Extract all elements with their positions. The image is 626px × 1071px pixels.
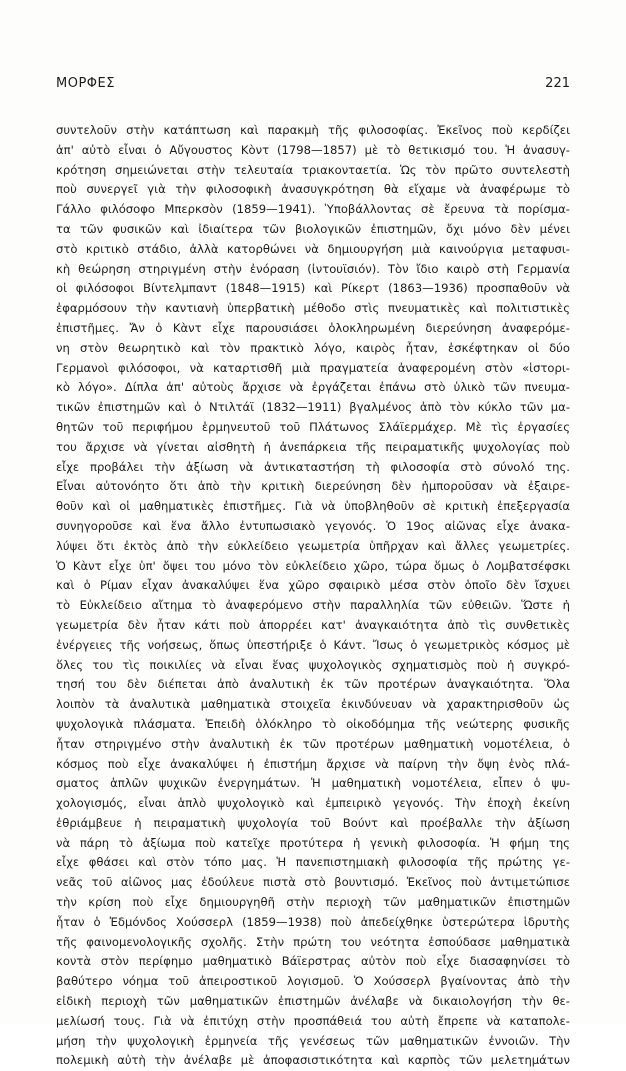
text-line: τικῶν ἐπιστημῶν καὶ ὁ Ντιλτάϊ (1832—1911) βγαλμένος ἀπὸ τὸν κύκλο τῶν μα-	[56, 400, 570, 415]
text-line: ἐθριάμβευε ἡ πειραματικὴ ψυχολογία τοῦ Βούντ καὶ προέβαλλε τὴν ἀξίωση	[56, 815, 570, 830]
text-line: γεωμετρία δὲν ἦταν κάτι ποὺ ἀπορρέει κατ' ἀναγκαιότητα ἀπὸ τὶς συνθετικὲς	[56, 617, 570, 632]
text-line: κρότηση σημειώνεται στὴν τελευταία τριακονταετία. Ὡς τὸν πρῶτο συντελεστὴ	[56, 162, 570, 177]
text-line: τὴν κρίση ποὺ εἶχε δημιουργηθῆ στὴν περιοχὴ τῶν μαθηματικῶν ἐπιστημῶν	[56, 895, 570, 910]
text-line: Γάλλο φιλόσοφο Μπερκσὸν (1859—1941). Ὑποβάλλοντας σὲ ἔρευνα τὰ πορίσμα-	[56, 202, 570, 217]
text-line: μήση τὴν ψυχολογικὴ ἑρμηνεία τῆς γενέσεως τῶν μαθηματικῶν ἐννοιῶν. Τὴν	[56, 1033, 570, 1048]
text-line: τα τῶν φυσικῶν καὶ ἰδιαίτερα τῶν βιολογικῶν ἐπιστημῶν, ὄχι μόνο δὲν μένει	[56, 221, 570, 236]
text-line: ψυχολογικὰ πλάσματα. Ἐπειδὴ ὁλόκληρο τὸ οἰκοδόμημα τῆς νεώτερης φυσικῆς	[56, 716, 570, 731]
text-line: τησή του δὲν διέπεται ἀπὸ ἀναλυτικὴ ἐκ τῶν προτέρων ἀναγκαιότητα. Ὅλα	[56, 677, 570, 692]
text-line: συνηγοροῦσε καὶ ἕνα ἄλλο ἐντυπωσιακὸ γεγονός. Ὁ 19ος αἰῶνας εἶχε ἀνακα-	[56, 518, 570, 533]
text-line: εἰδικὴ περιοχὴ τῶν μαθηματικῶν ἐπιστημῶν ἀνέλαβε νὰ δικαιολογήση τὴν θε-	[56, 994, 570, 1009]
text-line: θητῶν τοῦ περιφήμου ἑρμηνευτοῦ τοῦ Πλάτωνος Σλάϊερμάχερ. Μὲ τὶς ἐργασίες	[56, 419, 570, 434]
text-line: νη στὸν θεωρητικὸ καὶ τὸν πρακτικὸ λόγο, καιρὸς ἦταν, ἐσκέφτηκαν οἱ δύο	[56, 340, 570, 355]
text-line: συντελοῦν στὴν κατάπτωση καὶ παρακμὴ τῆς φιλοσοφίας. Ἐκεῖνος ποὺ κερδίζει	[56, 123, 570, 137]
text-line: του ἄρχισε νὰ γίνεται αἰσθητὴ ἡ ἀνεπάρκεια τῆς πειραματικῆς ψυχολογίας ποὺ	[56, 439, 570, 454]
text-line: τὸ Εὐκλείδειο αἴτημα τὸ ἀναφερόμενο στὴν παραλληλία τῶν εὐθειῶν. Ὥστε ἡ	[56, 598, 570, 613]
text-line: ἐφαρμόσουν τὴν καντιανὴ ὑπερβατικὴ μέθοδο στὶς πνευματικὲς καὶ πολιτιστικὲς	[56, 301, 570, 316]
text-line: ἐνέργειες τῆς νοήσεως, ὅπως ὑπεστήριξε ὁ Κάντ. Ἴσως ὁ γεωμετρικὸς κόσμος μὲ	[56, 637, 570, 652]
text-line: σματος ἁπλῶν ψυχικῶν ἐνεργημάτων. Ἡ μαθηματικὴ νομοτέλεια, εἶπεν ὁ ψυ-	[56, 776, 570, 791]
text-line: εἶχε προβάλει τὴν ἀξίωση νὰ ἀντικαταστήση τὴ φιλοσοφία στὸ σύνολό της.	[56, 459, 570, 474]
body-text	[56, 121, 570, 1071]
text-line: κὴ θεώρηση στηριγμένη στὴν ἐνόραση (ἰντουϊσιόν). Τὸν ἴδιο καιρὸ στὴ Γερμανία	[56, 261, 570, 276]
text-line: οἱ φιλόσοφοι Βίντελμπαντ (1848—1915) καὶ Ρίκερτ (1863—1936) προσπαθοῦν νὰ	[56, 281, 570, 296]
text-line: ἐπιστῆμες. Ἄν ὁ Κὰντ εἶχε παρουσιάσει ὁλοκληρωμένη διερεύνηση ἀναφερόμε-	[56, 320, 570, 335]
text-line: νεᾶς τοῦ αἰῶνος μας ἐδούλευε πιστὰ στὸ βουντισμό. Ἐκεῖνος ποὺ ἀντιμετώπισε	[56, 875, 570, 890]
text-line: νὰ πάρη τὸ ἀξίωμα ποὺ κατεῖχε προτύτερα ἡ γενικὴ φιλοσοφία. Ἡ φήμη της	[56, 835, 570, 850]
running-head	[56, 76, 570, 96]
text-line: Εἶναι αὐτονόητο ὅτι ἀπὸ τὴν κριτικὴ διερεύνηση δὲν ἠμποροῦσαν νὰ ἐξαιρε-	[56, 479, 570, 494]
page-number: 221	[545, 76, 570, 91]
text-line: λοιπὸν τὰ ἀναλυτικὰ μαθηματικὰ στοιχεῖα ἐκινδύνευαν νὰ χαρακτηρισθοῦν ὡς	[56, 697, 570, 712]
text-line: κόσμος ποὺ εἶχε ἀνακαλύψει ἡ ἐπιστήμη ἄρχισε νὰ παίρνη τὴν ὄψη ἑνὸς πλά-	[56, 756, 570, 771]
text-line: εἶχε φθάσει καὶ στὸν τόπο μας. Ἡ πανεπιστημιακὴ φιλοσοφία τῆς πρώτης γε-	[56, 855, 570, 870]
text-line: ὅλες του τὶς ποικιλίες νὰ εἶναι ἕνας ψυχολογικὸς σχηματισμὸς ποὺ ἡ συγκρό-	[56, 657, 570, 672]
text-line: τῆς φαινομενολογικῆς σχολῆς. Στὴν πρώτη του νεότητα ἐσπούδασε μαθηματικὰ	[56, 934, 570, 949]
text-line: κὸ λόγο». Δίπλα ἀπ' αὐτοὺς ἄρχισε νὰ ἐργάζεται ἐπάνω στὸ ὑλικὸ τῶν πνευμα-	[56, 380, 570, 395]
text-line: στὸ κριτικὸ στάδιο, ἀλλὰ κατορθώνει νὰ δημιουργήση μιὰ καινούργια μεταφυσι-	[56, 241, 570, 256]
text-line: χολογισμός, εἶναι ἁπλὸ ψυχολογικὸ καὶ ἐμπειρικὸ γεγονός. Τὴν ἐποχὴ ἐκείνη	[56, 796, 570, 811]
text-line: ἦταν ὁ Ἐδμόνδος Χούσσερλ (1859—1938) ποὺ ἀπεδείχθηκε ὑστερώτερα ἱδρυτὴς	[56, 914, 570, 929]
text-line: ἀπ' αὐτὸ εἶναι ὁ Αὔγουστος Κὸντ (1798—1857) μὲ τὸ θετικισμό του. Ἡ ἀνασυγ-	[56, 142, 570, 157]
running-title: ΜΟΡΦΕΣ	[56, 76, 115, 91]
text-line: ποὺ συνεργεῖ γιὰ τὴν φιλοσοφικὴ ἀνασυγκρότηση θὰ εἴχαμε νὰ ἀναφέρωμε τὸ	[56, 182, 570, 197]
text-line: μελίωσή τους. Γιὰ νὰ ἐπιτύχη στὴν προσπάθειά του αὐτὴ ἔπρεπε νὰ καταπολε-	[56, 1013, 570, 1028]
text-line: λύψει ὅτι ἐκτὸς ἀπὸ τὴν εὐκλείδειο γεωμετρία ὑπῆρχαν καὶ ἄλλες γεωμετρίες.	[56, 538, 570, 553]
text-line: ἦταν στηριγμένο στὴν ἀναλυτικὴ ἐκ τῶν προτέρων μαθηματικὴ νομοτέλεια, ὁ	[56, 736, 570, 751]
text-line: πολεμικὴ αὐτὴ τὴν ἀνέλαβε μὲ ἀποφασιστικότητα καὶ καρπὸς τῶν μελετημάτων	[56, 1053, 570, 1068]
text-line: βαθύτερο νόημα τοῦ ἀπειροστικοῦ λογισμοῦ. Ὁ Χούσσερλ βγαίνοντας ἀπὸ τὴν	[56, 974, 570, 989]
text-line: Ὁ Κὰντ εἶχε ὑπ' ὄψει του μόνο τὸν εὐκλείδειο χῶρο, τώρα ὅμως ὁ Λομβατσέφσκι	[56, 558, 570, 573]
text-line: θοῦν καὶ οἱ μαθηματικὲς ἐπιστῆμες. Γιὰ νὰ ὑποβληθοῦν σὲ κριτικὴ ἐπεξεργασία	[56, 499, 570, 514]
text-line: καὶ ὁ Ρίμαν εἶχαν ἀνακαλύψει ἕνα χῶρο σφαιρικὸ μέσα στὸν ὁποῖο δὲν ἴσχυει	[56, 578, 570, 593]
text-line: κοντὰ στὸν περίφημο μαθηματικὸ Βάϊερστρας αὐτὸν ποὺ εἶχε διασαφηνίσει τὸ	[56, 954, 570, 969]
text-line: Γερμανοὶ φιλόσοφοι, νὰ καταρτισθῆ μιὰ πραγματεία ἀναφερομένη στὸν «ἱστορι-	[56, 360, 570, 375]
